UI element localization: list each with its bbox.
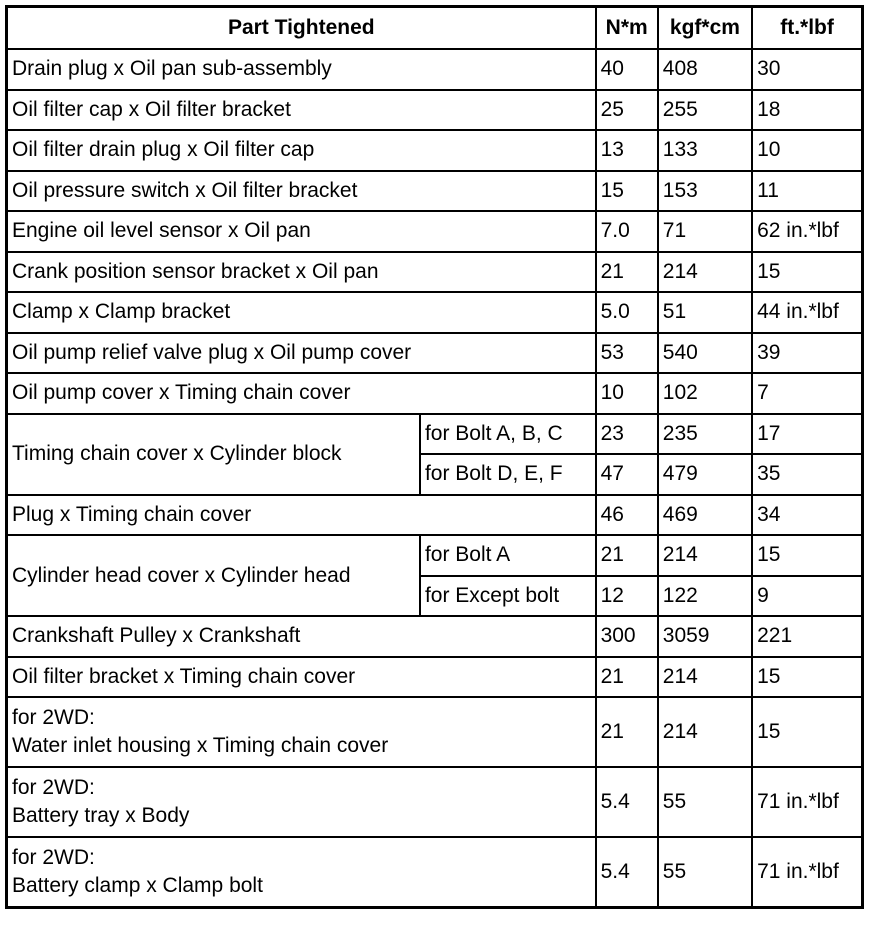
table-row: [7, 616, 863, 657]
ftlbf-cell: 221: [752, 616, 862, 657]
nm-cell: 47: [596, 454, 658, 495]
nm-cell: 23: [596, 414, 658, 455]
part-cell: Clamp x Clamp bracket: [7, 292, 596, 333]
bolt-cell: for Bolt A, B, C: [420, 414, 596, 455]
nm-cell: 300: [596, 616, 658, 657]
part-label: Battery clamp x Clamp bolt: [12, 874, 263, 897]
part-cell: Cylinder head cover x Cylinder head: [7, 535, 420, 616]
nm-cell: 40: [596, 49, 658, 90]
part-cell: [7, 837, 596, 908]
ftlbf-cell: 10: [752, 130, 862, 171]
nm-cell: 21: [596, 657, 658, 698]
nm-cell: 5.4: [596, 837, 658, 908]
condition-label: for 2WD:: [12, 706, 95, 729]
nm-cell: 46: [596, 495, 658, 536]
kgf-cell: 51: [658, 292, 752, 333]
kgf-cell: 469: [658, 495, 752, 536]
bolt-cell: for Bolt D, E, F: [420, 454, 596, 495]
part-label: Water inlet housing x Timing chain cover: [12, 734, 389, 757]
table-row: [7, 767, 863, 837]
table-row: [7, 837, 863, 908]
table-row: [7, 657, 863, 698]
table-row: [7, 171, 863, 212]
table-row: [7, 292, 863, 333]
bolt-cell: for Except bolt: [420, 576, 596, 617]
kgf-cell: 102: [658, 373, 752, 414]
ftlbf-cell: 71 in.*lbf: [752, 767, 862, 837]
nm-cell: 25: [596, 90, 658, 131]
ftlbf-cell: 15: [752, 657, 862, 698]
nm-cell: 15: [596, 171, 658, 212]
part-cell: Oil pump cover x Timing chain cover: [7, 373, 596, 414]
part-cell: [7, 697, 596, 767]
ftlbf-cell: 35: [752, 454, 862, 495]
table-row: [7, 414, 863, 455]
ftlbf-cell: 18: [752, 90, 862, 131]
ftlbf-cell: 39: [752, 333, 862, 374]
nm-cell: 5.4: [596, 767, 658, 837]
kgf-cell: 479: [658, 454, 752, 495]
kgf-cell: 133: [658, 130, 752, 171]
part-cell: Drain plug x Oil pan sub-assembly: [7, 49, 596, 90]
part-cell: Oil pump relief valve plug x Oil pump cover: [7, 333, 596, 374]
header-ft-lbf: ft.*lbf: [752, 7, 862, 50]
table-row: [7, 90, 863, 131]
condition-label: for 2WD:: [12, 776, 95, 799]
part-cell: Crank position sensor bracket x Oil pan: [7, 252, 596, 293]
part-cell: [7, 767, 596, 837]
ftlbf-cell: 7: [752, 373, 862, 414]
kgf-cell: 214: [658, 697, 752, 767]
ftlbf-cell: 30: [752, 49, 862, 90]
kgf-cell: 122: [658, 576, 752, 617]
ftlbf-cell: 15: [752, 252, 862, 293]
part-cell: Oil pressure switch x Oil filter bracket: [7, 171, 596, 212]
ftlbf-cell: 15: [752, 535, 862, 576]
part-cell: Crankshaft Pulley x Crankshaft: [7, 616, 596, 657]
table-row: [7, 49, 863, 90]
nm-cell: 5.0: [596, 292, 658, 333]
ftlbf-cell: 44 in.*lbf: [752, 292, 862, 333]
header-kgf-cm: kgf*cm: [658, 7, 752, 50]
torque-spec-table: [5, 5, 864, 909]
part-cell: Timing chain cover x Cylinder block: [7, 414, 420, 495]
table-row: [7, 130, 863, 171]
header-row: [7, 7, 863, 50]
condition-label: for 2WD:: [12, 846, 95, 869]
table-row: [7, 697, 863, 767]
ftlbf-cell: 71 in.*lbf: [752, 837, 862, 908]
kgf-cell: 153: [658, 171, 752, 212]
ftlbf-cell: 11: [752, 171, 862, 212]
part-cell: Engine oil level sensor x Oil pan: [7, 211, 596, 252]
part-cell: Oil filter cap x Oil filter bracket: [7, 90, 596, 131]
kgf-cell: 235: [658, 414, 752, 455]
nm-cell: 13: [596, 130, 658, 171]
header-nm: N*m: [596, 7, 658, 50]
kgf-cell: 408: [658, 49, 752, 90]
table-row: [7, 333, 863, 374]
header-part-tightened: Part Tightened: [7, 7, 596, 50]
table-row: [7, 252, 863, 293]
kgf-cell: 71: [658, 211, 752, 252]
part-label: Battery tray x Body: [12, 804, 190, 827]
table-row: [7, 211, 863, 252]
nm-cell: 21: [596, 535, 658, 576]
kgf-cell: 540: [658, 333, 752, 374]
kgf-cell: 3059: [658, 616, 752, 657]
kgf-cell: 55: [658, 837, 752, 908]
table-row: [7, 373, 863, 414]
part-cell: Oil filter drain plug x Oil filter cap: [7, 130, 596, 171]
ftlbf-cell: 9: [752, 576, 862, 617]
kgf-cell: 255: [658, 90, 752, 131]
table-row: [7, 495, 863, 536]
bolt-cell: for Bolt A: [420, 535, 596, 576]
kgf-cell: 214: [658, 657, 752, 698]
ftlbf-cell: 15: [752, 697, 862, 767]
nm-cell: 21: [596, 252, 658, 293]
table-row: [7, 535, 863, 576]
part-cell: Plug x Timing chain cover: [7, 495, 596, 536]
ftlbf-cell: 34: [752, 495, 862, 536]
nm-cell: 10: [596, 373, 658, 414]
kgf-cell: 214: [658, 252, 752, 293]
nm-cell: 53: [596, 333, 658, 374]
kgf-cell: 55: [658, 767, 752, 837]
nm-cell: 21: [596, 697, 658, 767]
kgf-cell: 214: [658, 535, 752, 576]
nm-cell: 7.0: [596, 211, 658, 252]
ftlbf-cell: 62 in.*lbf: [752, 211, 862, 252]
nm-cell: 12: [596, 576, 658, 617]
ftlbf-cell: 17: [752, 414, 862, 455]
part-cell: Oil filter bracket x Timing chain cover: [7, 657, 596, 698]
